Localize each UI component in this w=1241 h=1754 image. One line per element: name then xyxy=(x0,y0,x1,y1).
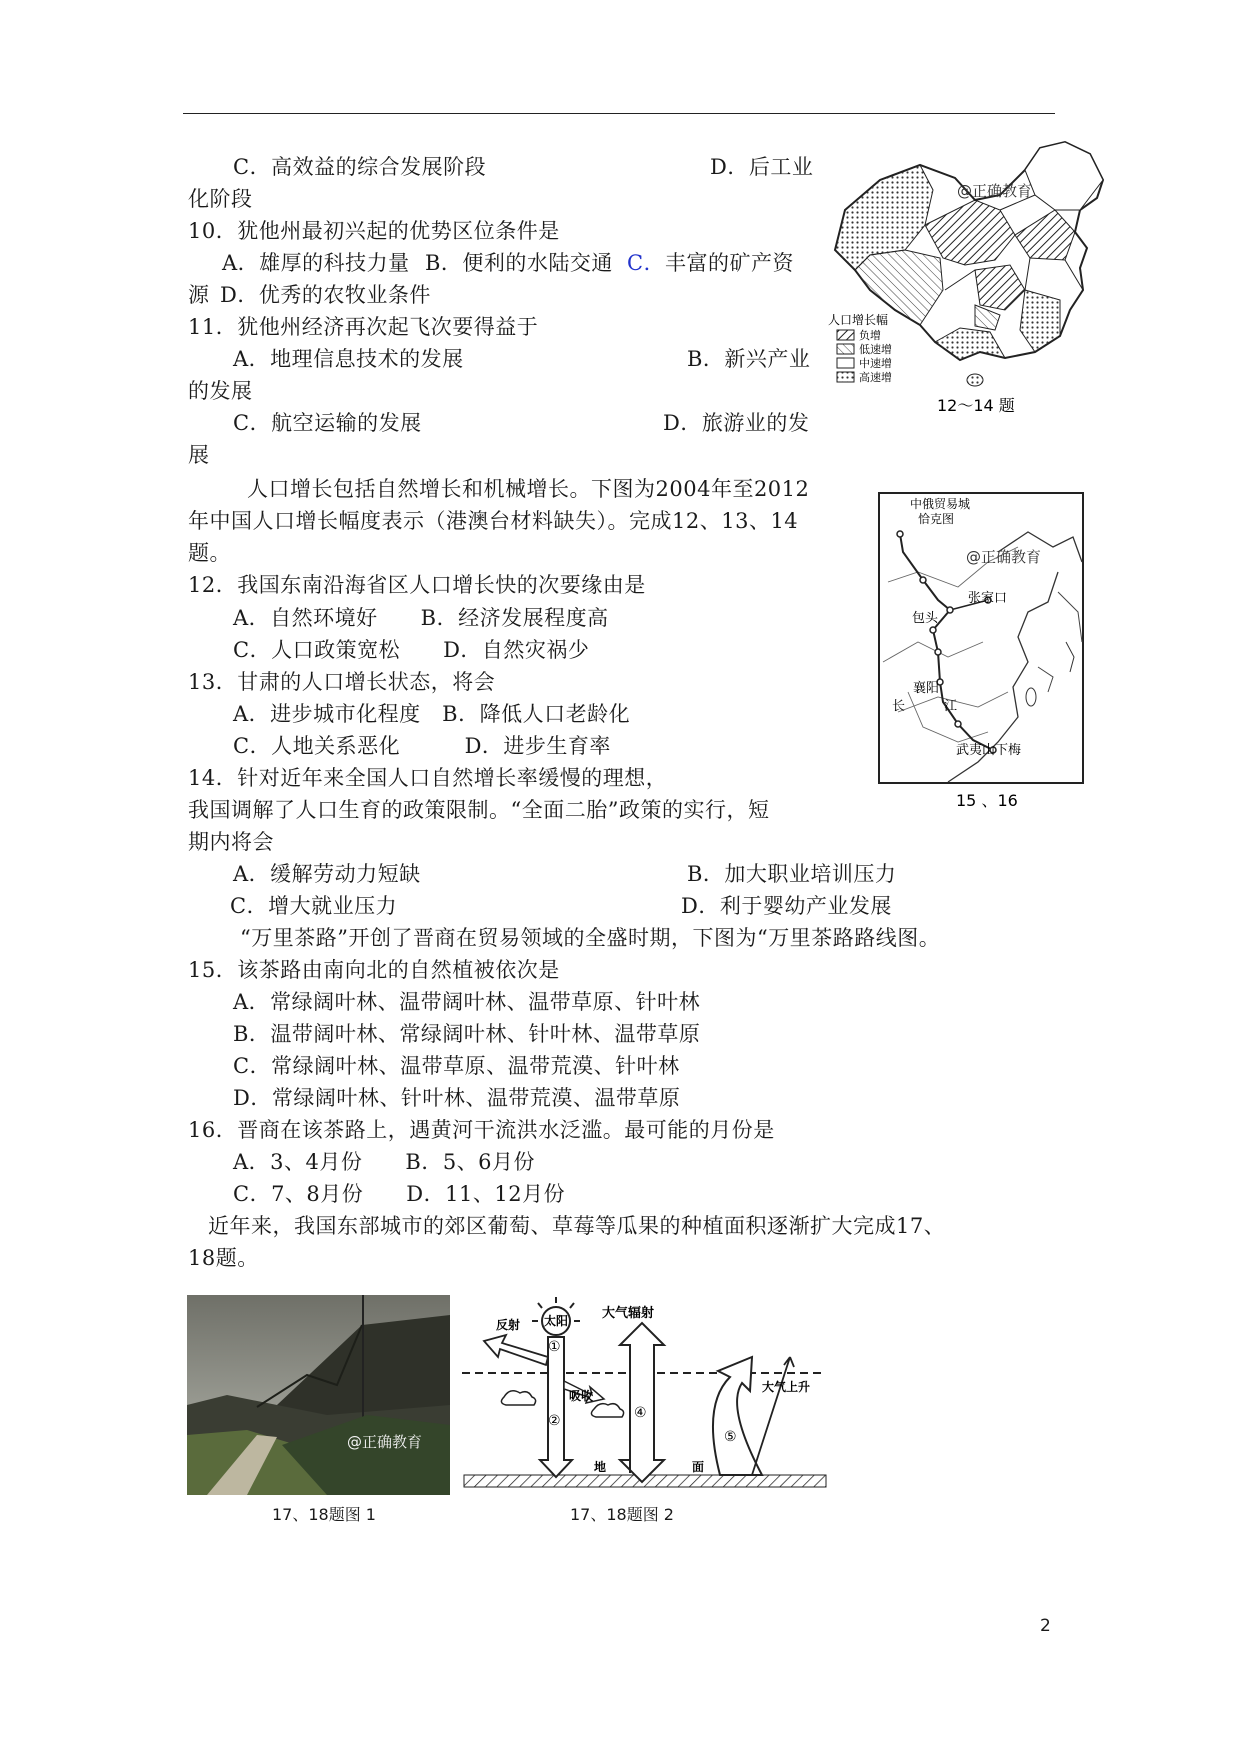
option-q9c: C．高效益的综合发展阶段 xyxy=(233,155,487,179)
legend-item-low: 低速增 xyxy=(859,343,892,356)
option-q9d: D．后工业 xyxy=(710,155,814,179)
label-yangtze-1: 长 xyxy=(892,699,906,714)
intro-12-line2: 年中国人口增长幅度表示（港澳台材料缺失）。完成12、13、14 xyxy=(188,509,799,533)
question-12: 12．我国东南沿海省区人口增长快的次要缘由是 xyxy=(188,573,646,597)
header-rule xyxy=(183,113,1055,114)
tea-road-map xyxy=(878,492,1084,812)
sun-label: 太阳 xyxy=(544,1314,569,1328)
question-15: 15．该茶路由南向北的自然植被依次是 xyxy=(188,958,560,982)
map1-legend xyxy=(828,312,892,384)
option-q11d: D．旅游业的发 xyxy=(663,411,810,435)
option-q16cd: C．7、8月份 D．11、12月份 xyxy=(233,1182,566,1206)
fig1-caption: 17、18题图 1 xyxy=(272,1505,376,1524)
option-q15c: C．常绿阔叶林、温带草原、温带荒漠、针叶林 xyxy=(233,1054,680,1078)
option-q10d: D．优秀的农牧业条件 xyxy=(220,283,431,307)
radiation-diagram xyxy=(462,1295,834,1495)
option-q12cd: C．人口政策宽松 D．自然灾祸少 xyxy=(233,638,590,662)
atm-rise-label: 大气上升 xyxy=(762,1380,811,1394)
map1-watermark: @正确教育 xyxy=(957,182,1033,200)
label-baotou: 包头 xyxy=(912,611,939,626)
intro-17-line2: 18题。 xyxy=(188,1246,259,1270)
question-14-line2: 我国调解了人口生育的政策限制。“全面二胎”政策的实行，短 xyxy=(188,798,770,822)
legend-item-medium: 中速增 xyxy=(859,357,892,370)
question-13: 13．甘肃的人口增长状态，将会 xyxy=(188,670,496,694)
label-kyakhta-city: 中俄贸易城 xyxy=(910,497,971,511)
option-q10a: A．雄厚的科技力量 xyxy=(222,251,410,275)
label-xiangyang: 襄阳 xyxy=(913,681,940,696)
option-q13ab: A．进步城市化程度 B．降低人口老龄化 xyxy=(233,702,631,726)
option-q10c-cont: 源 xyxy=(188,283,210,307)
label-n5: ⑤ xyxy=(724,1429,737,1445)
option-q12ab: A．自然环境好 B．经济发展程度高 xyxy=(233,606,609,630)
label-zhangjiakou: 张家口 xyxy=(968,591,1008,606)
ground-label-2: 面 xyxy=(692,1460,705,1474)
option-q11c: C．航空运输的发展 xyxy=(233,411,422,435)
option-q13cd: C．人地关系恶化 D．进步生育率 xyxy=(233,734,611,758)
option-q9d-cont: 化阶段 xyxy=(188,187,253,211)
option-q11b: B．新兴产业 xyxy=(687,347,811,371)
option-q11a: A．地理信息技术的发展 xyxy=(233,347,464,371)
label-kyakhta: 恰克图 xyxy=(918,512,955,526)
legend-title: 人口增长幅 xyxy=(828,313,889,327)
intro-17-line1: 近年来，我国东部城市的郊区葡萄、草莓等瓜果的种植面积逐渐扩大完成17、 xyxy=(208,1214,946,1238)
fig2-caption: 17、18题图 2 xyxy=(570,1505,674,1524)
option-q10b: B．便利的水陆交通 xyxy=(425,251,613,275)
question-14-line3: 期内将会 xyxy=(188,830,274,854)
intro-12-line1: 人口增长包括自然增长和机械增长。下图为2004年至2012 xyxy=(247,477,810,501)
question-10: 10．犹他州最初兴起的优势区位条件是 xyxy=(188,219,560,243)
option-q15a: A．常绿阔叶林、温带阔叶林、温带草原、针叶林 xyxy=(233,990,701,1014)
label-n4: ④ xyxy=(634,1405,647,1421)
question-14-line1: 14．针对近年来全国人口自然增长率缓慢的理想， xyxy=(188,766,668,790)
option-q14a: A．缓解劳动力短缺 xyxy=(233,862,421,886)
atm-radiation-label: 大气辐射 xyxy=(602,1306,655,1321)
intro-15: “万里茶路”开创了晋商在贸易领域的全盛时期，下图为“万里茶路路线图。 xyxy=(240,926,941,950)
option-q11b-cont: 的发展 xyxy=(188,379,253,403)
option-q11d-cont: 展 xyxy=(188,443,210,467)
option-q14d: D．利于婴幼产业发展 xyxy=(681,894,892,918)
option-q15d: D．常绿阔叶林、针叶林、温带荒漠、温带草原 xyxy=(233,1086,681,1110)
map2-caption: 15 、16 xyxy=(956,791,1018,810)
label-yangtze-2: 江 xyxy=(944,699,958,714)
option-q10c: 丰富的矿产资 xyxy=(665,251,794,275)
label-wuyishan: 武夷山下梅 xyxy=(956,743,1022,758)
map1-caption: 12～14 题 xyxy=(937,396,1015,415)
greenhouse-photo xyxy=(187,1295,450,1495)
option-q16ab: A．3、4月份 B．5、6月份 xyxy=(233,1150,536,1174)
question-11: 11．犹他州经济再次起飞次要得益于 xyxy=(188,315,539,339)
legend-item-high: 高速增 xyxy=(859,371,892,384)
map2-watermark: @正确教育 xyxy=(966,548,1042,566)
photo-watermark: @正确教育 xyxy=(346,1433,422,1451)
question-16: 16．晋商在该茶路上，遇黄河干流洪水泛滥。最可能的月份是 xyxy=(188,1118,775,1142)
absorb-label: 吸收 xyxy=(569,1389,594,1403)
legend-item-negative: 负增 xyxy=(859,329,881,342)
label-n1: ① xyxy=(548,1339,561,1355)
reflect-label: 反射 xyxy=(496,1318,521,1332)
page-number: 2 xyxy=(1040,1616,1051,1636)
label-n2: ② xyxy=(548,1413,561,1429)
population-growth-map xyxy=(825,140,1125,422)
option-q14b: B．加大职业培训压力 xyxy=(687,862,897,886)
option-q10c-letter: C． xyxy=(627,251,666,275)
ground-label-1: 地 xyxy=(594,1460,607,1474)
option-q14c: C．增大就业压力 xyxy=(230,894,398,918)
intro-12-line3: 题。 xyxy=(188,541,231,565)
option-q15b: B．温带阔叶林、常绿阔叶林、针叶林、温带草原 xyxy=(233,1022,701,1046)
